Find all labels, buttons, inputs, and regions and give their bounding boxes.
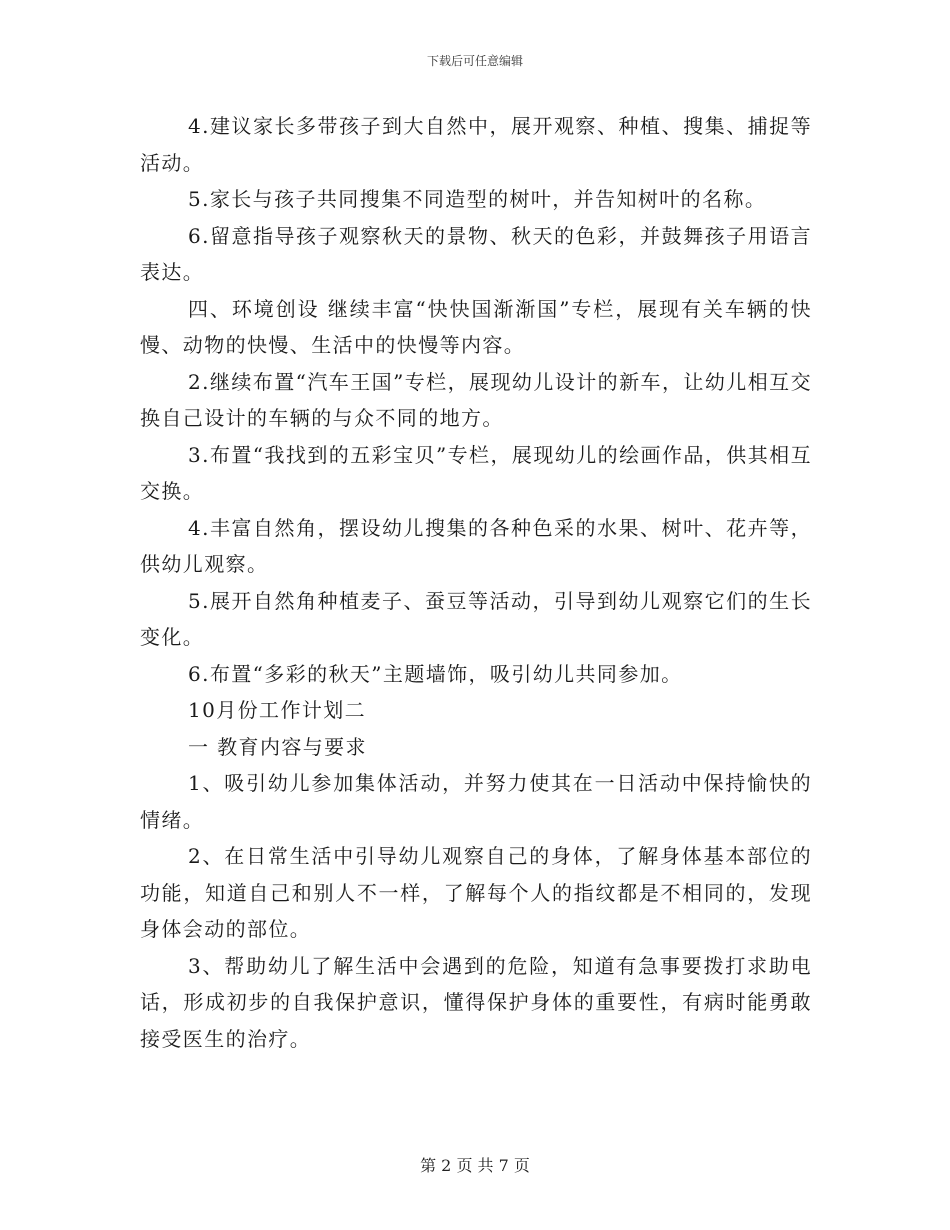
paragraph: 3、帮助幼儿了解生活中会遇到的危险，知道有急事要拨打求助电话，形成初步的自我保护意识，懂得保护身体的重要性，有病时能勇敢接受医生的治疗。 bbox=[140, 953, 812, 1051]
paragraph: 2、在日常生活中引导幼儿观察自己的身体，了解身体基本部位的功能，知道自己和别人不一样，了解每个人的指纹都是不相同的，发现身体会动的部位。 bbox=[140, 844, 812, 941]
paragraph: 2.继续布置“汽车王国”专栏，展现幼儿设计的新车，让幼儿相互交换自己设计的车辆的与众不同的地方。 bbox=[140, 369, 812, 430]
document-body bbox=[140, 108, 812, 1057]
paragraph: 4.建议家长多带孩子到大自然中，展开观察、种植、搜集、捕捉等活动。 bbox=[140, 114, 812, 175]
paragraph: 1、吸引幼儿参加集体活动，并努力使其在一日活动中保持愉快的情绪。 bbox=[140, 771, 812, 832]
section-heading: 一 教育内容与要求 bbox=[188, 734, 367, 759]
section-title: 10月份工作计划二 bbox=[188, 698, 367, 722]
paragraph: 3.布置“我找到的五彩宝贝”专栏，展现幼儿的绘画作品，供其相互交换。 bbox=[140, 442, 812, 503]
page-footer: 第 2 页 共 7 页 bbox=[420, 1156, 530, 1175]
paragraph: 6.留意指导孩子观察秋天的景物、秋天的色彩，并鼓舞孩子用语言表达。 bbox=[140, 223, 812, 284]
paragraph: 6.布置“多彩的秋天”主题墙饰，吸引幼儿共同参加。 bbox=[188, 661, 683, 686]
paragraph: 4.丰富自然角，摆设幼儿搜集的各种色采的水果、树叶、花卉等，供幼儿观察。 bbox=[140, 515, 812, 576]
paragraph: 5.展开自然角种植麦子、蚕豆等活动，引导到幼儿观察它们的生长变化。 bbox=[140, 588, 812, 649]
paragraph: 四、环境创设 继续丰富“快快国渐渐国”专栏，展现有关车辆的快慢、动物的快慢、生活中的快慢等内容。 bbox=[140, 296, 812, 357]
paragraph: 5.家长与孩子共同搜集不同造型的树叶，并告知树叶的名称。 bbox=[188, 187, 767, 211]
page-header: 下载后可任意编辑 bbox=[426, 54, 523, 68]
